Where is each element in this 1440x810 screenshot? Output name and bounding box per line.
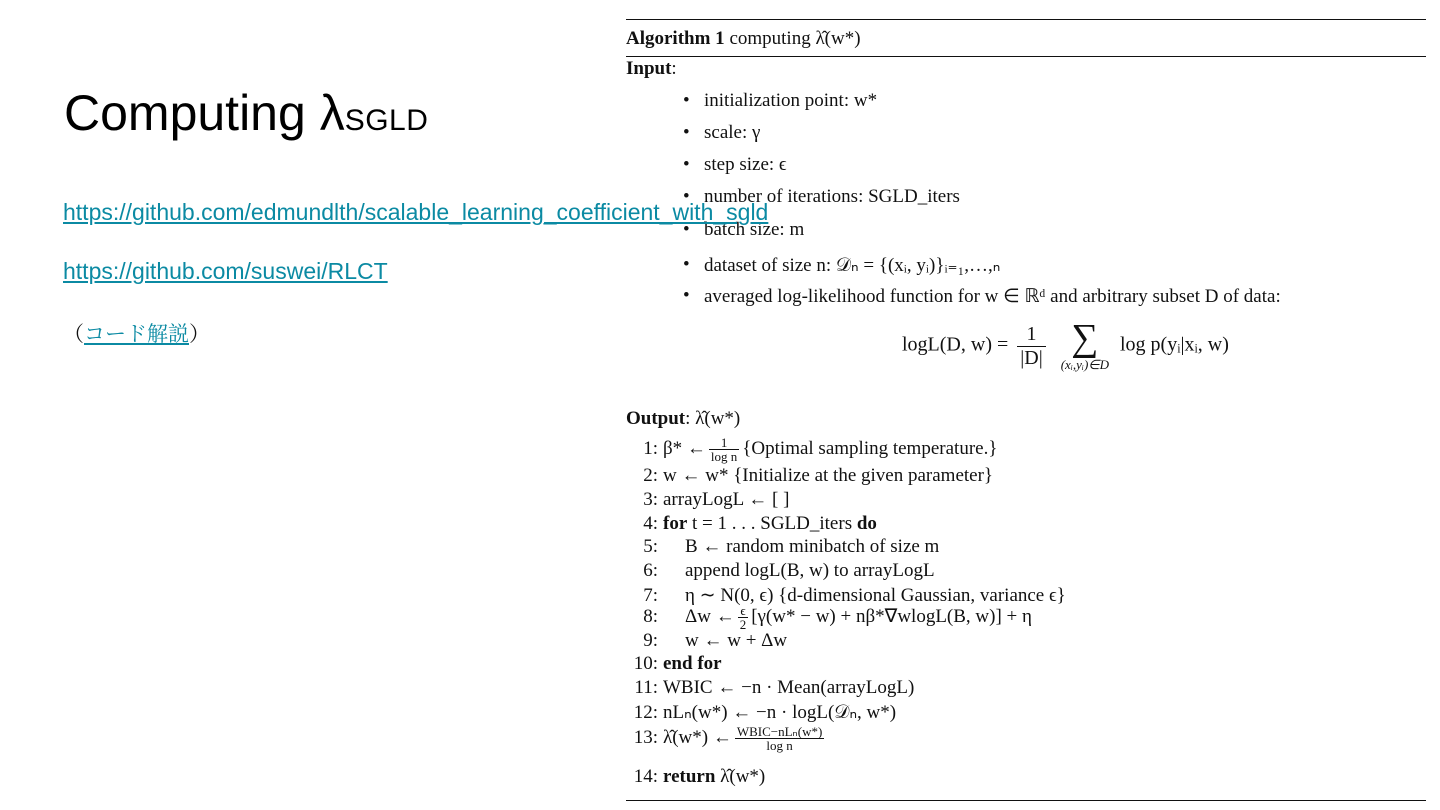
step-line: 14: return λ̂(w*) (633, 766, 766, 787)
input-label: Input: (626, 58, 677, 79)
log-likelihood-formula: logL(D, w) = $\frac{1}{|D|}$ ∑ (xᵢ,yᵢ)∈D log p(yᵢ|xᵢ, w) (902, 317, 1229, 372)
input-item: • step size: ϵ (684, 154, 787, 176)
input-item: • scale: γ (684, 122, 760, 144)
step-line: 2: w ← w* {Initialize at the given parameter} (643, 465, 994, 486)
algorithm-heading: Algorithm 1 computing λ̂(w*) (626, 28, 861, 49)
step-line: 13: λ̂(w*) ← $\frac{\text{WBIC−nLₙ(w*)}}{\text{log n}}$ (633, 724, 823, 753)
heading-rule (626, 56, 1426, 57)
code-note-line: （コード解説） (63, 322, 210, 346)
output-label: Output: λ̂(w*) (626, 408, 741, 429)
step-line: 10: end for (633, 653, 722, 674)
step-line: 6: append logL(B, w) to arrayLogL (643, 560, 935, 581)
algorithm-box (626, 19, 1426, 801)
input-item: • number of iterations: SGLD_iters (684, 186, 960, 208)
step-line: 11: WBIC ← −n · Mean(arrayLogL) (634, 677, 915, 698)
step-line: 5: B ← random minibatch of size m (643, 536, 940, 557)
step-line: 8: Δw ← $\frac{\epsilon}{2}$ [γ(w* − w) + nβ*∇wlogL(B, w)] + η (643, 603, 1032, 632)
step-line: 1: β* ← $\frac{1}{\text{log n}}$ {Optimal sampling temperature.} (643, 435, 998, 464)
input-item: • averaged log-likelihood function for w ∈ ℝᵈ and arbitrary subset D of data: (684, 285, 1281, 308)
top-rule (626, 19, 1426, 20)
step-line: 9: w ← w + Δw (643, 630, 788, 651)
step-line: 12: nLₙ(w*) ← −n · logL(𝒟ₙ, w*) (633, 702, 897, 723)
input-item: • batch size: m (684, 219, 804, 241)
code-explanation-link[interactable]: コード解説 (84, 322, 189, 346)
github-link-suswei[interactable]: https://github.com/suswei/RLCT (63, 258, 388, 284)
step-line: 3: arrayLogL ← [ ] (643, 489, 790, 510)
title-main: Computing λ (64, 85, 345, 141)
step-line: 4: for t = 1 . . . SGLD_iters do (643, 513, 877, 534)
sum-symbol: ∑ (xᵢ,yᵢ)∈D (1060, 317, 1109, 372)
formula-fraction: $\frac{1}{|D|}$ (1017, 323, 1045, 370)
github-link-edmundlth[interactable]: https://github.com/edmundlth/scalable_learning_coefficient_with_sgld (63, 199, 769, 225)
bottom-rule (626, 800, 1426, 801)
input-item: • initialization point: w* (684, 90, 877, 112)
step-line: 7: η ∼ N(0, ϵ) {d-dimensional Gaussian, variance ϵ} (643, 585, 1066, 606)
title-subscript: SGLD (344, 104, 429, 137)
input-item: • dataset of size n: 𝒟ₙ = {(xᵢ, yᵢ)}ᵢ₌₁,…,ₙ (684, 254, 1000, 277)
slide-title (64, 84, 428, 142)
